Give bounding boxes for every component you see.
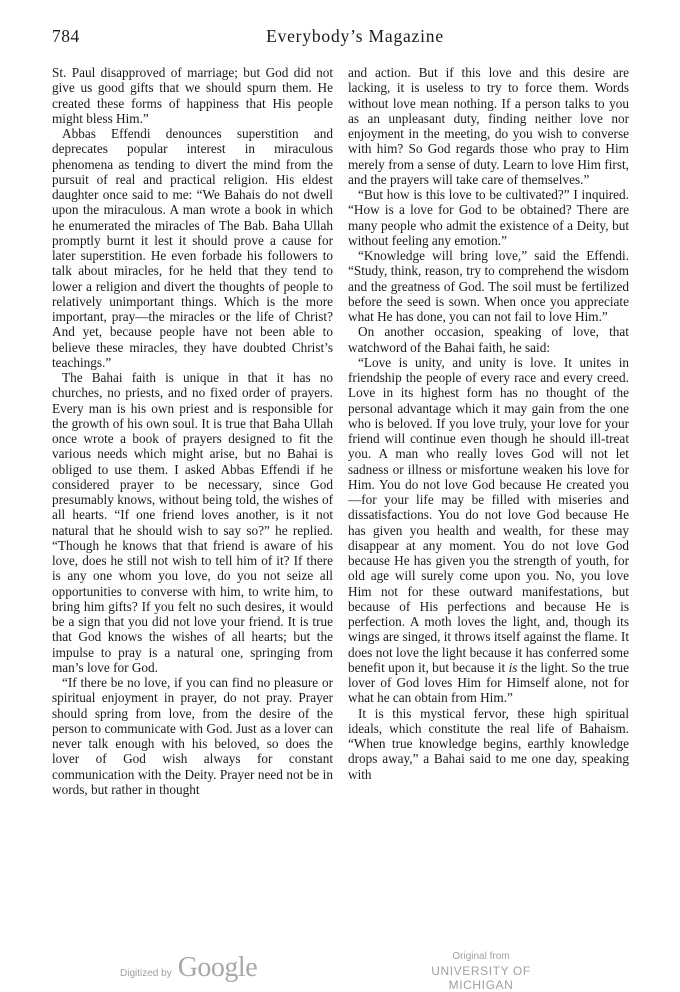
paragraph: “But how is this love to be cultivated?” I inquired. “How is a love for God to be obtained? There are many people who admit the existence of a Deity, but without feeling any emotion.” [348,187,629,248]
digitized-label: Digitized by [120,968,172,979]
page-number: 784 [52,26,80,46]
right-column [348,65,629,782]
paragraph: “If there be no love, if you can find no pleasure or spiritual enjoyment in prayer, do not pray. Prayer should spring from love, from the desire of the person to communicate with God. Just as a lover can never talk enough with his beloved, so does the lover of God wish always for constant communication with the Deity. Prayer need not be in words, but rather in thought [52,675,333,797]
paragraph: St. Paul disapproved of marriage; but God did not give us good gifts that we should spurn them. He created these forms of happiness that His people might bless Him.” [52,65,333,126]
paragraph: It is this mystical fervor, these high spiritual ideals, which constitute the real life of Bahaism. “When true knowledge begins, earthly knowledge drops away,” a Bahai said to me one day, speaking with [348,705,629,782]
left-column [52,65,333,797]
original-from-label: Original from [452,951,510,962]
paragraph: On another occasion, speaking of love, that watchword of the Bahai faith, he said: [348,324,629,355]
digitized-by-watermark [120,952,257,984]
paragraph: Abbas Effendi denounces superstition and deprecates popular interest in miraculous phenomena as tending to divert the mind from the pursuit of real and practical religion. His eldest daughter once said to me: “We Bahais do not dwell upon the miraculous. A man wrote a book in which he enumerated the miracles of The Bab. Baha Ullah promptly burnt it lest it should prove a cause for later superstition. He even forbade his followers to talk about miracles, for he held that they tend to lower a religion and divert the thoughts of people to relatively unimportant things. Which is the more important, pray—the miracles or the life of Christ? And yet, because people have not been able to believe these miracles, they have doubted Christ’s teachings.” [52,126,333,370]
university-label: UNIVERSITY OF MICHIGAN [431,964,531,992]
google-logo: Google [177,952,258,983]
paragraph-text: “Love is unity, and unity is love. It unites in friendship the people of every race and every creed. Love in its highest form has no thought of the personal advantage which it may gain from the one who is beloved. If you love truly, your love for your friend will continue even though he should ill-treat you. A man who really loves God will not let sadness or illness or misfortune weaken his love for Him. You do not love God because He created you—for your life may be filled with miseries and dissatisfactions. You do not love God because He has given you health and wealth, for these may disappear at any moment. You do not love God because He has given you the strength of youth, for old age will surely come upon you. No, you love Him not for these outward manifestations, but because of His perfections and because He is perfection. A moth loves the light, and, though its wings are singed, it throws itself against the flame. It does not love the light because it has conferred some benefit upon it, but because it [348,354,629,675]
running-head: Everybody’s Magazine [266,26,444,46]
paragraph-text: the light. So the true lover of God loves Him for Himself alone, not for what he can obtain from Him.” [348,659,630,706]
paragraph [348,355,629,706]
emphasis: is [508,659,518,675]
paragraph: and action. But if this love and this desire are lacking, it is useless to try to force them. Words without love mean nothing. If a person talks to you as an unpleasant duty, finding neither love nor enjoyment in the meeting, do you wish to converse with him? So God regards those who pray to Him merely from a sense of duty. Learn to love Him first, and the prayers will take care of themselves.” [348,65,629,187]
original-from-watermark [398,951,564,992]
paragraph: “Knowledge will bring love,” said the Effendi. “Study, think, reason, try to comprehend the wisdom and the greatness of God. The soil must be fertilized before the seed is sown. When once you appreciate what He has done, you can not fail to love Him.” [348,248,629,324]
paragraph: The Bahai faith is unique in that it has no churches, no priests, and no fixed order of prayers. Every man is his own priest and is responsible for the growth of his own soul. It is true that Baha Ullah once wrote a book of prayers designed to fit the various needs which might arise, but no Bahai is obliged to use them. I asked Abbas Effendi if he considered prayer to be necessary, since God presumably knows, without being told, the wishes of all hearts. “If one friend loves another, is it not natural that he should wish to say so?” he replied. “Though he knows that that friend is aware of his love, does he still not wish to tell him of it? If there is any one whom you love, do you not seize all opportunities to converse with him, to write him, to bring him gifts? If you felt no such desires, it would be a sign that you did not love your friend. It is true that God knows the wishes of all hearts; but the impulse to pray is a natural one, springing from man’s love for God. [52,370,333,675]
